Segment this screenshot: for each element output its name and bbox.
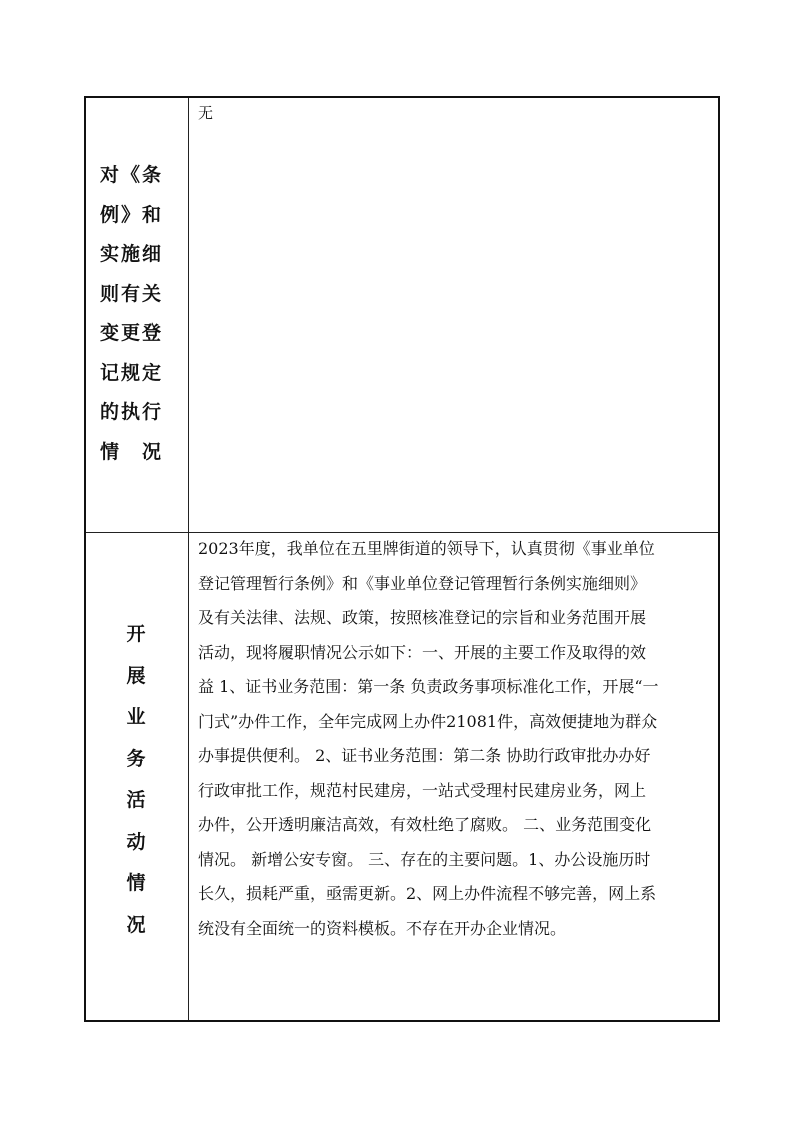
section2-label-char: 活 (126, 789, 146, 811)
column-divider (188, 98, 189, 1020)
section1-label-line: 变更登 (100, 322, 164, 344)
content-line: 长久，损耗严重，亟需更新。2、网上办件流程不够完善，网上系 (198, 884, 657, 903)
content-line: 及有关法律、法规、政策，按照核准登记的宗旨和业务范围开展 (198, 608, 647, 627)
section2-label-char: 务 (126, 747, 146, 770)
content-line: 活动，现将履职情况公示如下：一、开展的主要工作及取得的效 (198, 642, 647, 662)
section2-label-char: 情 (126, 872, 146, 894)
section1-label-line: 则有关 (100, 282, 164, 305)
section1-label-line: 例》和 (100, 203, 164, 226)
content-line: 统没有全面统一的资料模板。不存在开办企业情况。 (198, 918, 567, 938)
section1-label (100, 156, 180, 472)
section1-label-line: 的执行 (100, 401, 164, 423)
section1-label-line: 记规定 (100, 361, 164, 384)
content-line: 益 1、证书业务范围：第一条 负责政务事项标准化工作，开展“一 (198, 677, 659, 696)
section1-label-line: 实施细 (100, 243, 164, 265)
section2-label-char: 展 (126, 664, 146, 687)
content-line: 情况。 新增公安专窗。 三、存在的主要问题。1、办公设施历时 (198, 849, 651, 869)
section2-label (116, 614, 156, 946)
report-table (84, 96, 720, 1022)
section2-label-char: 动 (126, 830, 146, 853)
content-line: 办件，公开透明廉洁高效，有效杜绝了腐败。 二、业务范围变化 (198, 815, 652, 834)
section2-content (198, 532, 716, 946)
content-line: 2023年度，我单位在五里牌街道的领导下，认真贯彻《事业单位 (198, 539, 655, 558)
section1-label-line: 情 况 (100, 440, 164, 463)
section2-label-char: 况 (126, 913, 146, 936)
content-line: 门式”办件工作，全年完成网上办件21081件，高效便捷地为群众 (198, 711, 658, 731)
content-line: 登记管理暂行条例》和《事业单位登记管理暂行条例实施细则》 (198, 573, 647, 593)
content-line: 行政审批工作，规范村民建房，一站式受理村民建房业务，网上 (198, 780, 647, 800)
section2-label-char: 业 (126, 706, 146, 728)
section2-label-char: 开 (126, 623, 146, 645)
section1-label-line: 对《条 (100, 164, 164, 186)
section1-content: 无 (198, 104, 214, 122)
content-line: 办事提供便利。 2、证书业务范围：第二条 协助行政审批办办好 (198, 746, 651, 765)
